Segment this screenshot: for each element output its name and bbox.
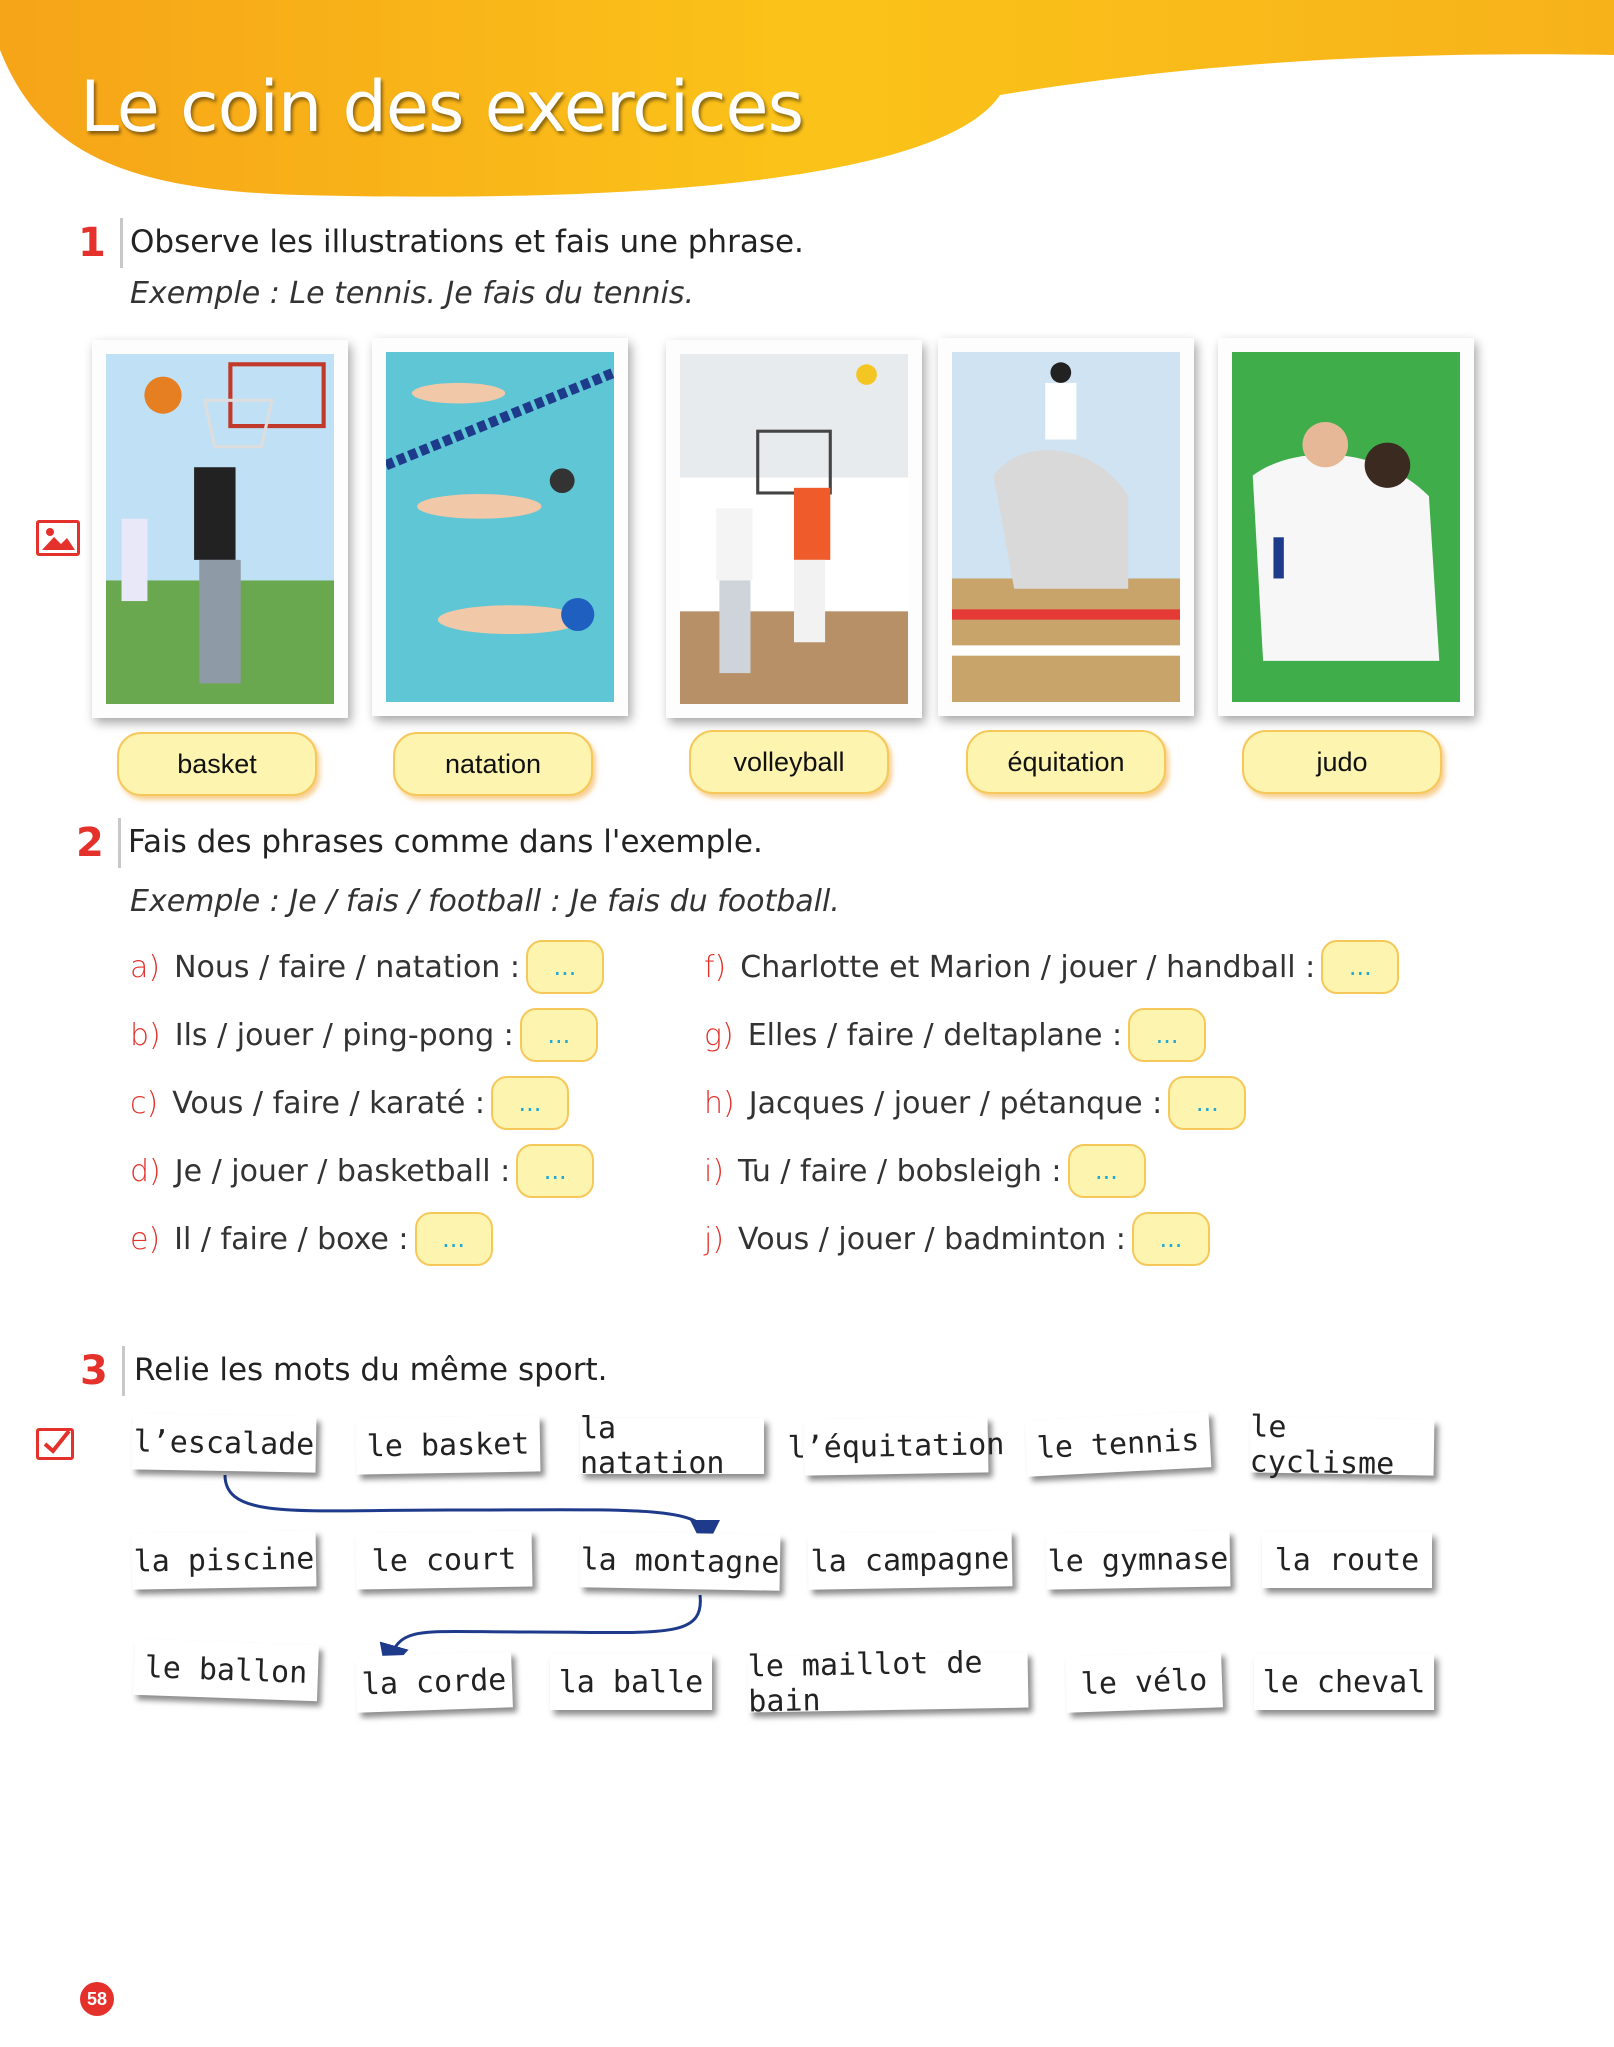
word-card[interactable]: la piscine [132,1530,317,1589]
word-card[interactable]: le tennis [1025,1411,1212,1477]
volleyball-photo [666,340,922,718]
answer-box[interactable]: ... [516,1144,594,1198]
sport-label-volleyball[interactable]: volleyball [689,730,889,794]
sport-label-judo[interactable]: judo [1242,730,1442,794]
sentence-text: Vous / faire / karaté : [172,1085,485,1121]
sentence-text: Charlotte et Marion / jouer / handball : [740,949,1316,985]
word-card[interactable]: le court [356,1530,533,1589]
word-card[interactable]: le cyclisme [1250,1416,1435,1475]
sentence-letter: g) [704,1017,734,1053]
answer-box[interactable]: ... [520,1008,598,1062]
sentence-a [130,940,604,994]
sentence-g [704,1008,1206,1062]
sentence-text: Vous / jouer / badminton : [738,1221,1126,1257]
exercise-1-instruction: Observe les illustrations et fais une phrase. [130,224,804,260]
sentence-letter: f) [704,949,727,985]
word-card[interactable]: l’équitation [804,1416,989,1475]
word-card[interactable]: la natation [580,1418,764,1474]
exercise-1-example: Exemple : Le tennis. Je fais du tennis. [130,276,695,311]
swimming-photo [372,338,628,716]
sentence-c [130,1076,569,1130]
sentence-b [130,1008,598,1062]
word-card[interactable]: la corde [355,1651,513,1712]
word-card[interactable]: la route [1262,1532,1432,1588]
exercise-2-example: Exemple : Je / fais / football : Je fais du football. [130,884,840,919]
word-card[interactable]: le cheval [1254,1654,1434,1710]
word-card[interactable]: le vélo [1065,1651,1223,1712]
sentence-letter: j) [704,1221,725,1257]
judo-photo [1218,338,1474,716]
sport-label-basket[interactable]: basket [117,732,317,796]
exercise-3-instruction: Relie les mots du même sport. [134,1352,608,1388]
page-title: Le coin des exercices [80,66,804,148]
sentence-letter: h) [704,1085,735,1121]
word-card[interactable]: la campagne [808,1530,1013,1590]
sentence-d [130,1144,594,1198]
image-icon [36,520,80,556]
basketball-photo [92,340,348,718]
sentence-letter: c) [130,1085,159,1121]
sentence-text: Ils / jouer / ping-pong : [174,1017,514,1053]
word-card[interactable]: le maillot de bain [748,1652,1029,1713]
sentence-e [130,1212,493,1266]
sentence-j [704,1212,1210,1266]
word-card[interactable]: la montagne [580,1531,781,1590]
answer-box[interactable]: ... [1128,1008,1206,1062]
answer-box[interactable]: ... [415,1212,493,1266]
exercise-1-number: 1 [78,218,123,268]
exercise-2-instruction: Fais des phrases comme dans l'exemple. [128,824,763,860]
sport-label-equitation[interactable]: équitation [966,730,1166,794]
answer-box[interactable]: ... [1321,940,1399,994]
answer-box[interactable]: ... [1068,1144,1146,1198]
sentence-text: Nous / faire / natation : [174,949,520,985]
sentence-letter: a) [130,949,161,985]
answer-box[interactable]: ... [526,940,604,994]
sport-label-natation[interactable]: natation [393,732,593,796]
sentence-f [704,940,1399,994]
checkbox-icon [36,1428,74,1460]
word-card[interactable]: le ballon [133,1639,319,1701]
arrow-escalade-montagne [225,1475,705,1535]
sentence-text: Tu / faire / bobsleigh : [738,1153,1062,1189]
exercise-3-number: 3 [80,1346,125,1396]
sentence-i [704,1144,1146,1198]
sentence-h [704,1076,1246,1130]
word-card[interactable]: le basket [356,1415,541,1474]
answer-box[interactable]: ... [1168,1076,1246,1130]
word-card[interactable]: la balle [550,1654,712,1710]
word-card[interactable]: l’escalade [132,1413,317,1472]
page-number: 58 [80,1982,114,2016]
sentence-text: Il / faire / boxe : [174,1221,409,1257]
sentence-letter: b) [130,1017,161,1053]
equestrian-photo [938,338,1194,716]
sentence-text: Je / jouer / basketball : [174,1153,511,1189]
exercise-2-number: 2 [76,818,121,868]
answer-box[interactable]: ... [1132,1212,1210,1266]
word-card[interactable]: le gymnase [1046,1530,1231,1589]
sentence-letter: i) [704,1153,725,1189]
sentence-letter: d) [130,1153,161,1189]
arrow-montagne-corde [390,1595,700,1660]
answer-box[interactable]: ... [491,1076,569,1130]
sentence-text: Jacques / jouer / pétanque : [748,1085,1163,1121]
sentence-text: Elles / faire / deltaplane : [747,1017,1123,1053]
sentence-letter: e) [130,1221,161,1257]
